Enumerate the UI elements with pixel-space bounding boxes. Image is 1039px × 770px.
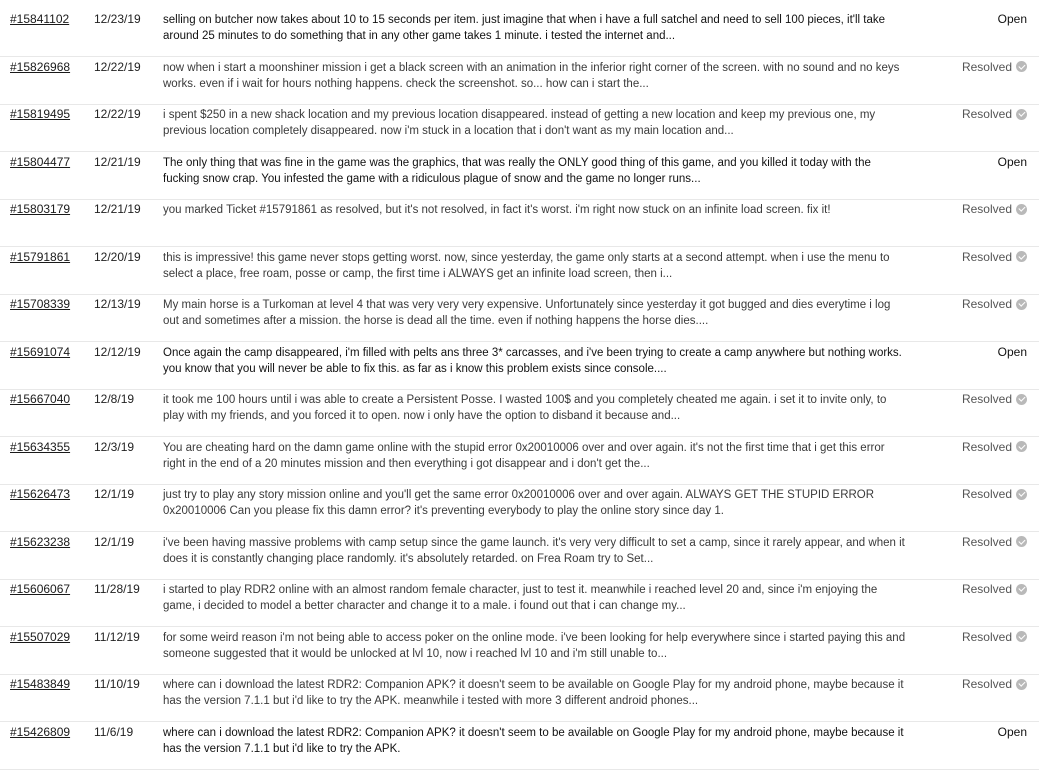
status-label: Resolved bbox=[961, 107, 1012, 121]
ticket-date: 12/3/19 bbox=[94, 439, 135, 454]
ticket-id-link[interactable]: #15483849 bbox=[10, 677, 71, 691]
ticket-id-link[interactable]: #15606067 bbox=[10, 582, 71, 596]
ticket-summary: it took me 100 hours until i was able to create a Persistent Posse. I wasted 100$ and you completely cheated me again. i set it to invite only, to play with my friends, and you forced it to open. now i only have the option to disband it because and... bbox=[163, 394, 887, 422]
ticket-summary: this is impressive! this game never stops getting worst. now, since yesterday, the game only starts at a second attempt. when i use the menu to select a place, free roam, posse or camp, the first time i ALWAYS get an infinite load screen, then i... bbox=[163, 251, 890, 280]
ticket-summary: i've been having massive problems with camp setup since the game launch. it's very very difficult to set a camp, since it rarely appear, and when it does it is constantly changing place randomly. it's absolutely retarded. on Frea Roam try to Set... bbox=[163, 536, 905, 565]
ticket-row[interactable] bbox=[0, 103, 1039, 152]
ticket-id-link[interactable]: #15426809 bbox=[10, 724, 71, 739]
ticket-row[interactable] bbox=[0, 483, 1039, 532]
ticket-id-link[interactable]: #15667040 bbox=[10, 392, 71, 406]
ticket-row[interactable] bbox=[0, 198, 1039, 247]
status-label: Resolved bbox=[961, 59, 1012, 74]
status-label: Resolved bbox=[961, 249, 1012, 264]
ticket-date: 12/12/19 bbox=[94, 344, 141, 359]
ticket-id-link[interactable]: #15819495 bbox=[10, 107, 71, 121]
ticket-status bbox=[962, 535, 1027, 549]
ticket-status bbox=[998, 12, 1027, 26]
ticket-date: 12/8/19 bbox=[94, 392, 135, 406]
ticket-status bbox=[962, 202, 1027, 216]
ticket-summary: now when i start a moonshiner mission i get a black screen with an animation in the inferior right corner of the screen. with no sound and no keys works. even if i wait for hours nothing happens. check the screenshot. so... how can i start the... bbox=[163, 61, 900, 90]
check-circle-icon bbox=[1016, 584, 1027, 595]
status-label: Resolved bbox=[961, 297, 1012, 311]
status-label: Open bbox=[997, 724, 1027, 739]
ticket-status bbox=[998, 725, 1027, 739]
ticket-id-link[interactable]: #15804477 bbox=[10, 154, 71, 169]
ticket-row[interactable] bbox=[0, 151, 1039, 200]
ticket-date: 12/1/19 bbox=[94, 534, 135, 549]
ticket-summary: You are cheating hard on the damn game online with the stupid error 0x20010006 over and over again. it's not the first time that i get this error right in the end of a 20 minutes mission and then everything i got disappear and i don't get the... bbox=[163, 441, 885, 470]
ticket-id-link[interactable]: #15507029 bbox=[10, 629, 71, 644]
check-circle-icon bbox=[1016, 204, 1027, 215]
ticket-date: 12/23/19 bbox=[94, 12, 141, 26]
ticket-date: 12/22/19 bbox=[94, 59, 141, 74]
ticket-id-link[interactable]: #15826968 bbox=[10, 59, 71, 74]
ticket-row[interactable] bbox=[0, 56, 1039, 105]
ticket-summary: selling on butcher now takes about 10 to 15 seconds per item. just imagine that when i have a full satchel and need to sell 100 pieces, it'll take around 25 minutes to do something that in any other game takes 1 minute. i tested the internet and... bbox=[163, 14, 886, 42]
ticket-status bbox=[962, 582, 1027, 596]
ticket-summary: Once again the camp disappeared, i'm filled with pelts ans three 3* carcasses, and i've been trying to create a camp anywhere but nothing works. you know that you will never be able to fix this. as far as i know this problem exists since console.... bbox=[163, 346, 902, 375]
ticket-summary: The only thing that was fine in the game was the graphics, that was really the ONLY good thing of this game, and you killed it today with the fucking snow crap. You infested the game with a ridiculous plague of snow and the game no longer runs... bbox=[163, 156, 871, 185]
ticket-row[interactable] bbox=[0, 246, 1039, 295]
ticket-summary: i started to play RDR2 online with an almost random female character, just to test it. meanwhile i reached level 20 and, since i'm enjoying the game, i decided to model a better character and change it to a male. i found out that i can change my... bbox=[163, 584, 878, 612]
ticket-date: 11/28/19 bbox=[94, 582, 140, 596]
ticket-summary: you marked Ticket #15791861 as resolved, but it's not resolved, in fact it's worst. i'm right now stuck on an infinite load screen. fix it! bbox=[163, 204, 831, 216]
ticket-summary: where can i download the latest RDR2: Companion APK? it doesn't seem to be available on Google Play for my android phone, maybe because it has the version 7.1.1 but i'd like to try the APK. meanwhile i tested with more 3 different android phones... bbox=[163, 679, 904, 707]
check-circle-icon bbox=[1016, 394, 1027, 405]
ticket-id-link[interactable]: #15626473 bbox=[10, 487, 71, 501]
status-label: Resolved bbox=[961, 629, 1012, 644]
ticket-summary: just try to play any story mission online and you'll get the same error 0x20010006 over and over again. ALWAYS GET THE STUPID ERROR 0x20010006 Can you please fix this damn error? it's preventing everybody to play the online story since day 1. bbox=[163, 489, 875, 517]
check-circle-icon bbox=[1016, 61, 1027, 72]
ticket-row[interactable] bbox=[0, 293, 1039, 342]
status-label: Open bbox=[997, 12, 1027, 26]
ticket-status bbox=[962, 487, 1027, 501]
ticket-date: 12/13/19 bbox=[94, 297, 141, 311]
ticket-id-link[interactable]: #15708339 bbox=[10, 297, 71, 311]
ticket-date: 12/22/19 bbox=[94, 107, 141, 121]
check-circle-icon bbox=[1016, 489, 1027, 500]
ticket-date: 11/12/19 bbox=[94, 629, 140, 644]
ticket-row[interactable] bbox=[0, 436, 1039, 485]
status-label: Resolved bbox=[961, 582, 1012, 596]
ticket-id-link[interactable]: #15634355 bbox=[10, 439, 71, 454]
status-label: Resolved bbox=[961, 439, 1012, 454]
check-circle-icon bbox=[1016, 679, 1027, 690]
ticket-status bbox=[962, 297, 1027, 311]
ticket-date: 12/21/19 bbox=[94, 154, 141, 169]
ticket-summary: where can i download the latest RDR2: Companion APK? it doesn't seem to be available on Google Play for my android phone, maybe because it has the version 7.1.1 but i'd like to try the APK. bbox=[163, 726, 904, 755]
check-circle-icon bbox=[1016, 536, 1027, 547]
ticket-status bbox=[962, 440, 1027, 454]
ticket-date: 12/20/19 bbox=[94, 249, 141, 264]
status-label: Open bbox=[997, 344, 1027, 359]
ticket-status bbox=[962, 107, 1027, 121]
ticket-row[interactable] bbox=[0, 8, 1039, 57]
ticket-row[interactable] bbox=[0, 673, 1039, 722]
check-circle-icon bbox=[1016, 631, 1027, 642]
ticket-id-link[interactable]: #15841102 bbox=[10, 12, 70, 26]
status-label: Resolved bbox=[961, 487, 1012, 501]
ticket-status bbox=[962, 392, 1027, 406]
ticket-status bbox=[998, 345, 1027, 359]
ticket-row[interactable] bbox=[0, 578, 1039, 627]
ticket-status bbox=[962, 677, 1027, 691]
ticket-id-link[interactable]: #15623238 bbox=[10, 534, 71, 549]
ticket-date: 12/1/19 bbox=[94, 487, 135, 501]
check-circle-icon bbox=[1016, 251, 1027, 262]
status-label: Resolved bbox=[961, 677, 1012, 691]
check-circle-icon bbox=[1016, 299, 1027, 310]
ticket-status bbox=[962, 630, 1027, 644]
ticket-row[interactable] bbox=[0, 721, 1039, 770]
ticket-id-link[interactable]: #15791861 bbox=[10, 249, 71, 264]
ticket-row[interactable] bbox=[0, 341, 1039, 390]
ticket-date: 11/10/19 bbox=[94, 677, 140, 691]
ticket-summary: i spent $250 in a new shack location and my previous location disappeared. instead of getting a new location and keep my previous one, my previous location completely disappeared. now i'm stuck in a location that i don't want as my main location and... bbox=[163, 109, 876, 137]
ticket-row[interactable] bbox=[0, 531, 1039, 580]
ticket-date: 12/21/19 bbox=[94, 202, 141, 216]
ticket-summary: My main horse is a Turkoman at level 4 that was very very very expensive. Unfortunately since yesterday it got bugged and dies everytime i log out and sometimes after a mission. the horse is dead all the time. even if nothing happens the horse dies.... bbox=[163, 299, 891, 327]
ticket-id-link[interactable]: #15691074 bbox=[10, 344, 71, 359]
status-label: Resolved bbox=[961, 392, 1012, 406]
ticket-status bbox=[998, 155, 1027, 169]
ticket-status bbox=[962, 60, 1027, 74]
ticket-id-link[interactable]: #15803179 bbox=[10, 202, 71, 216]
ticket-summary: for some weird reason i'm not being able to access poker on the online mode. i've been looking for help everywhere since i started paying this and someone suggested that it would be unlocked at lvl 10, now i reached lvl 10 and i'm still unable to... bbox=[163, 631, 906, 660]
ticket-date: 11/6/19 bbox=[94, 724, 134, 739]
ticket-row[interactable] bbox=[0, 388, 1039, 437]
ticket-row[interactable] bbox=[0, 626, 1039, 675]
status-label: Resolved bbox=[961, 534, 1012, 549]
check-circle-icon bbox=[1016, 441, 1027, 452]
check-circle-icon bbox=[1016, 109, 1027, 120]
status-label: Resolved bbox=[961, 202, 1012, 216]
status-label: Open bbox=[997, 154, 1027, 169]
ticket-status bbox=[962, 250, 1027, 264]
